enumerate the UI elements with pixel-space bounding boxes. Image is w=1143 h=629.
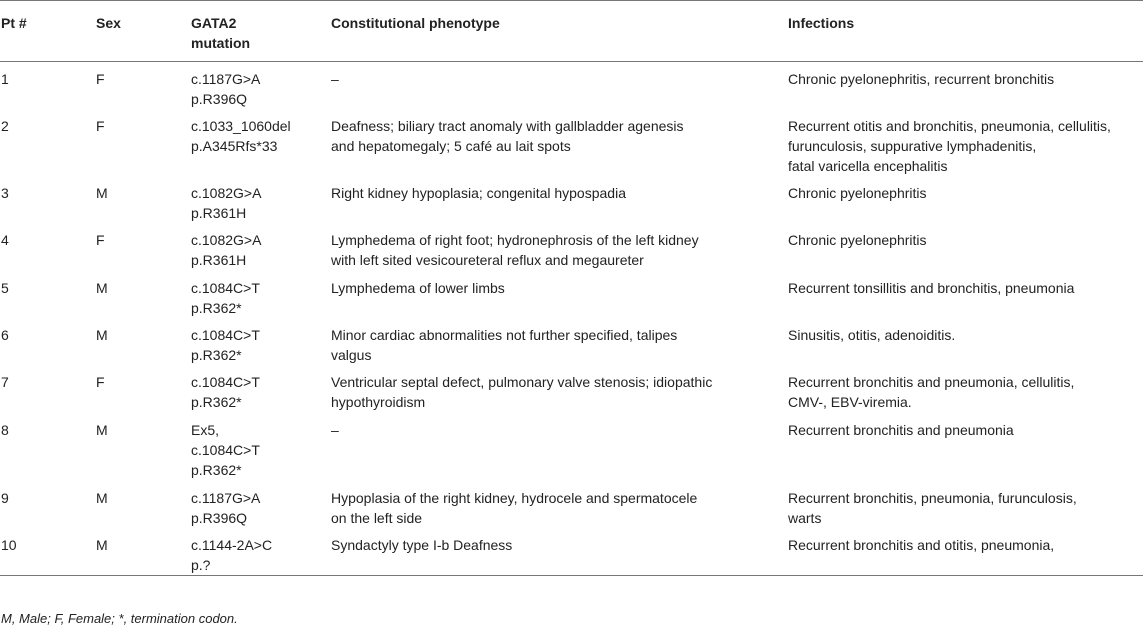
cell-constitutional-phenotype <box>331 109 788 176</box>
header-infections <box>788 1 1143 62</box>
cell-text-line: Hypoplasia of the right kidney, hydrocele and spermatocele <box>331 490 698 506</box>
cell-text-line: p.R361H <box>191 205 247 221</box>
header-text-line: mutation <box>191 35 251 51</box>
table-row <box>0 365 1143 413</box>
cell-infections <box>788 365 1143 413</box>
cell-sex: M <box>96 537 108 553</box>
cell-text-line: fatal varicella encephalitis <box>788 158 948 174</box>
cell-text-line: c.1084C>T <box>191 280 260 296</box>
header-gata2-mutation <box>191 1 331 62</box>
cell-text-line: c.1084C>T <box>191 327 260 343</box>
cell-text-line: Recurrent tonsillitis and bronchitis, pneumonia <box>788 280 1075 296</box>
cell-text-line: p.R362* <box>191 394 242 410</box>
header-constitutional-phenotype <box>331 1 788 62</box>
cell-text-line: p.R396Q <box>191 91 248 107</box>
table-header <box>0 1 1143 62</box>
cell-text-line: c.1082G>A <box>191 232 262 248</box>
cell-text-line: p.R362* <box>191 300 242 316</box>
cell-text-line: Chronic pyelonephritis, recurrent bronchitis <box>788 71 1055 87</box>
cell-text-line: on the left side <box>331 510 423 526</box>
table-row <box>0 413 1143 481</box>
header-sex <box>96 1 191 62</box>
cell-gata2-mutation <box>191 413 331 481</box>
cell-text-line: c.1084C>T <box>191 374 260 390</box>
cell-text-line: p.A345Rfs*33 <box>191 138 278 154</box>
cell-text-line: c.1084C>T <box>191 442 260 458</box>
cell-text-line: Ex5, <box>191 422 220 438</box>
cell-text-line: Lymphedema of right foot; hydronephrosis of the left kidney <box>331 232 699 248</box>
cell-patient-number: 2 <box>1 118 9 134</box>
cell-patient-number: 8 <box>1 422 9 438</box>
cell-gata2-mutation <box>191 481 331 528</box>
cell-text-line: and hepatomegaly; 5 café au lait spots <box>331 138 571 154</box>
table-row <box>0 481 1143 528</box>
cell-patient-number: 4 <box>1 232 9 248</box>
cell-text-line: – <box>331 71 339 87</box>
cell-text-line: Recurrent bronchitis, pneumonia, furunculosis, <box>788 490 1077 506</box>
cell-text-line: hypothyroidism <box>331 394 426 410</box>
cell-text-line: valgus <box>331 347 372 363</box>
table-row <box>0 223 1143 271</box>
cell-text-line: Recurrent bronchitis and otitis, pneumonia, <box>788 537 1055 553</box>
cell-text-line: Recurrent otitis and bronchitis, pneumonia, cellulitis, <box>788 118 1111 134</box>
cell-infections <box>788 318 1143 365</box>
cell-infections <box>788 271 1143 318</box>
cell-constitutional-phenotype <box>331 223 788 271</box>
table-row <box>0 271 1143 318</box>
cell-sex: M <box>96 280 108 296</box>
cell-text-line: c.1187G>A <box>191 71 261 87</box>
table-row <box>0 109 1143 176</box>
cell-patient-number: 7 <box>1 374 9 390</box>
cell-sex: F <box>96 374 105 390</box>
cell-sex: M <box>96 490 108 506</box>
table-row <box>0 318 1143 365</box>
cell-sex: M <box>96 185 108 201</box>
cell-gata2-mutation <box>191 223 331 271</box>
header-text-line: Infections <box>788 15 855 31</box>
cell-gata2-mutation <box>191 365 331 413</box>
table-row <box>0 176 1143 223</box>
table-row <box>0 528 1143 576</box>
table-footnote: M, Male; F, Female; *, termination codon. <box>1 611 238 626</box>
cell-gata2-mutation <box>191 62 331 110</box>
cell-infections <box>788 481 1143 528</box>
cell-constitutional-phenotype <box>331 176 788 223</box>
header-text-line: Pt # <box>1 15 27 31</box>
cell-patient-number: 1 <box>1 71 9 87</box>
cell-constitutional-phenotype <box>331 62 788 110</box>
table-body <box>0 62 1143 576</box>
cell-patient-number: 5 <box>1 280 9 296</box>
cell-constitutional-phenotype <box>331 318 788 365</box>
cell-gata2-mutation <box>191 318 331 365</box>
header-text-line: Constitutional phenotype <box>331 15 500 31</box>
cell-text-line: Lymphedema of lower limbs <box>331 280 505 296</box>
cell-infections <box>788 223 1143 271</box>
header-row <box>0 1 1143 62</box>
cell-text-line: Ventricular septal defect, pulmonary valve stenosis; idiopathic <box>331 374 713 390</box>
cell-gata2-mutation <box>191 109 331 176</box>
cell-patient-number: 9 <box>1 490 9 506</box>
cell-patient-number: 10 <box>1 537 17 553</box>
cell-text-line: c.1144-2A>C <box>191 537 273 553</box>
cell-infections <box>788 109 1143 176</box>
cell-gata2-mutation <box>191 176 331 223</box>
cell-sex: F <box>96 118 105 134</box>
cell-patient-number: 6 <box>1 327 9 343</box>
cell-text-line: Deafness; biliary tract anomaly with gallbladder agenesis <box>331 118 684 134</box>
header-text-line: Sex <box>96 15 121 31</box>
cell-text-line: p.R362* <box>191 347 242 363</box>
cell-infections <box>788 528 1143 576</box>
cell-text-line: Minor cardiac abnormalities not further specified, talipes <box>331 327 678 343</box>
header-text-line: GATA2 <box>191 15 237 31</box>
cell-text-line: Chronic pyelonephritis <box>788 232 927 248</box>
cell-patient-number: 3 <box>1 185 9 201</box>
table-row <box>0 62 1143 110</box>
cell-infections <box>788 413 1143 481</box>
cell-gata2-mutation <box>191 528 331 576</box>
cell-constitutional-phenotype <box>331 271 788 318</box>
cell-sex: F <box>96 232 105 248</box>
cell-text-line: with left sited vesicoureteral reflux and megaureter <box>331 252 644 268</box>
cell-constitutional-phenotype <box>331 413 788 481</box>
cell-text-line: furunculosis, suppurative lymphadenitis, <box>788 138 1037 154</box>
cell-infections <box>788 62 1143 110</box>
cell-sex: M <box>96 327 108 343</box>
cell-text-line: – <box>331 422 339 438</box>
header-pt <box>0 1 96 62</box>
cell-text-line: Recurrent bronchitis and pneumonia, cellulitis, <box>788 374 1075 390</box>
cell-infections <box>788 176 1143 223</box>
cell-constitutional-phenotype <box>331 528 788 576</box>
cell-text-line: c.1033_1060del <box>191 118 291 134</box>
cell-text-line: Syndactyly type I-b Deafness <box>331 537 513 553</box>
cell-text-line: c.1187G>A <box>191 490 261 506</box>
cell-constitutional-phenotype <box>331 365 788 413</box>
cell-text-line: warts <box>788 510 822 526</box>
cell-text-line: Recurrent bronchitis and pneumonia <box>788 422 1014 438</box>
cell-text-line: p.? <box>191 557 211 573</box>
cell-text-line: Sinusitis, otitis, adenoiditis. <box>788 327 956 343</box>
cell-gata2-mutation <box>191 271 331 318</box>
cell-sex: F <box>96 71 105 87</box>
cell-text-line: CMV-, EBV-viremia. <box>788 394 912 410</box>
cell-text-line: p.R361H <box>191 252 247 268</box>
cell-text-line: Chronic pyelonephritis <box>788 185 927 201</box>
cell-text-line: p.R362* <box>191 462 242 478</box>
cell-sex: M <box>96 422 108 438</box>
cell-text-line: Right kidney hypoplasia; congenital hypospadia <box>331 185 626 201</box>
cell-text-line: c.1082G>A <box>191 185 262 201</box>
cell-text-line: p.R396Q <box>191 510 248 526</box>
cell-constitutional-phenotype <box>331 481 788 528</box>
